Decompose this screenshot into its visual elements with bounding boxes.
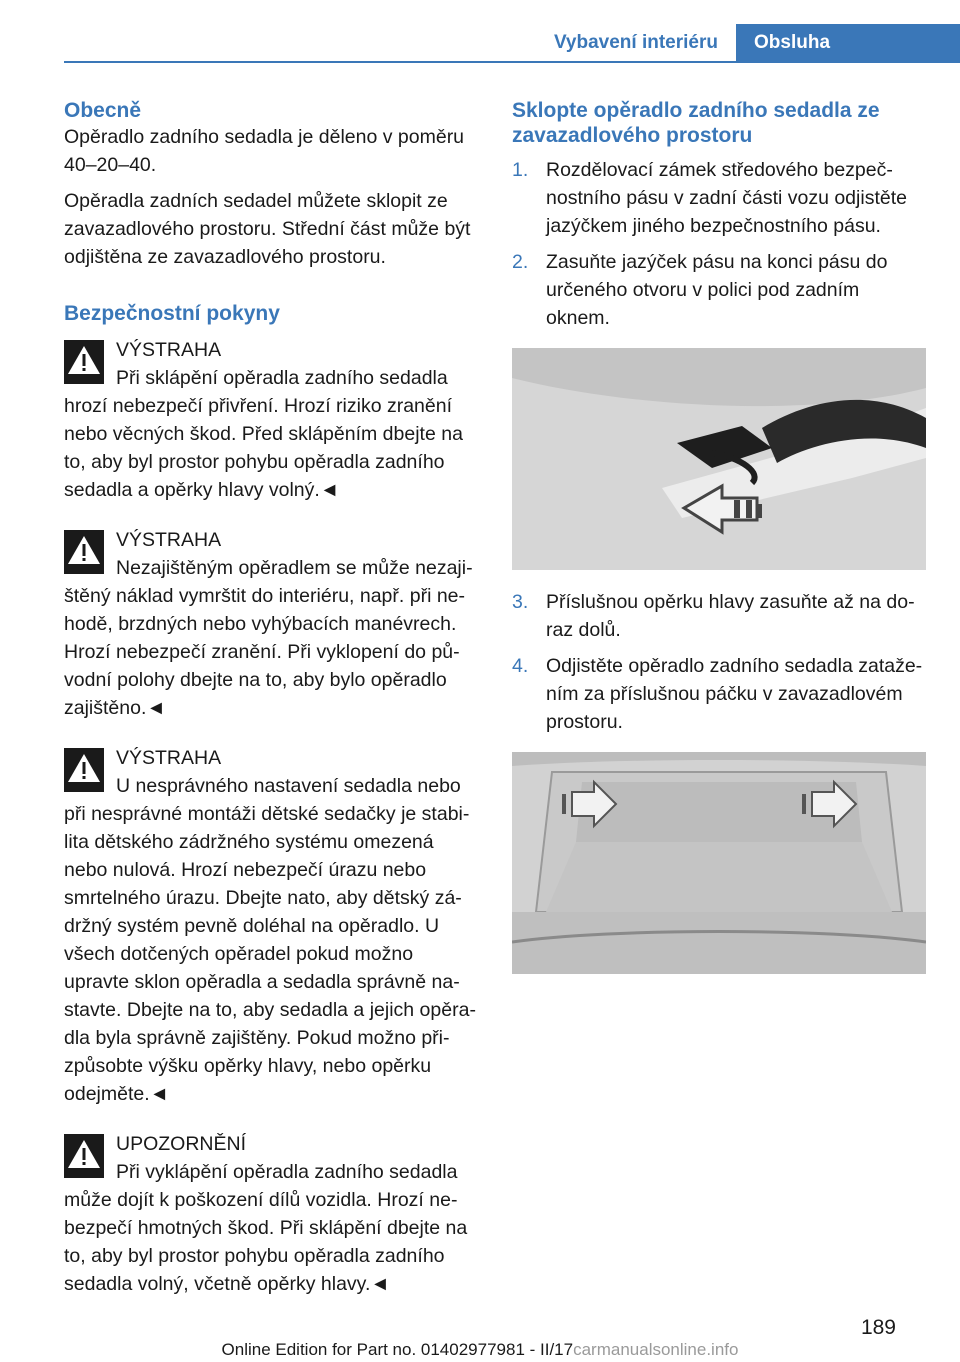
warning-triangle-icon	[64, 340, 104, 384]
step-number: 2.	[512, 251, 529, 273]
list-item	[512, 156, 926, 240]
active-tab: Obsluha	[736, 24, 960, 63]
step-text: Rozdělovací zámek středového bezpečnostního pásu v zadní části vozu odjistěte jazýčkem jiného bezpečnostního pásu.	[546, 159, 907, 237]
warning-text: hrozí nebezpečí přivření. Hrozí riziko zranění nebo věcných škod. Před sklápěním dbejte na to, aby byl prostor pohybu opěradla zadního sedadla a opěrky hlavy volný.◄	[64, 395, 463, 501]
trunk-image	[512, 752, 926, 974]
notice-title: UPOZORNĚNÍ	[116, 1133, 247, 1155]
warning-title: VÝSTRAHA	[116, 339, 222, 361]
warning-title: VÝSTRAHA	[116, 747, 222, 769]
watermark-text: carmanualsonline.info	[573, 1340, 739, 1359]
warning-first-line: Nezajištěným opěradlem se může nezaji-	[116, 557, 473, 579]
paragraph-obecne-2: Opěradla zadních sedadel můžete sklopit ze zavazadlového prostoru. Střední část může být odjištěna ze zavazadlového prostoru.	[64, 190, 471, 268]
header-rule	[64, 61, 960, 63]
step-text: Zasuňte jazýček pásu na konci pásu do určeného otvoru v polici pod zadním oknem.	[546, 251, 888, 329]
warning-first-line: Při sklápění opěradla zadního sedadla	[116, 367, 448, 389]
warning-triangle-icon	[64, 530, 104, 574]
step-text: Příslušnou opěrku hlavy zasuňte až na doraz dolů.	[546, 591, 915, 641]
edition-text: Online Edition for Part no. 01402977981 - II/17	[221, 1340, 574, 1359]
list-item	[512, 652, 926, 736]
step-number: 4.	[512, 655, 529, 677]
list-item	[512, 588, 926, 644]
warning-text: štěný náklad vymrštit do interiéru, např. při nehodě, brzdných nebo vyhýbacích manévrech. Hrozí nebezpečí zranění. Při vyklopení do původní polohy dbejte na to, aby bylo opěradlo zajištěno.◄	[64, 585, 466, 719]
warning-text: při nesprávné montáži dětské sedačky je stabilita dětského zádržného systému omezená nebo nulová. Hrozí nebezpečí úrazu nebo smrtelného úrazu. Dbejte nato, aby dětský zádržný systém pevně doléhal na opěradlo. U všech dotčených opěradel pokud možno upravte sklon opěradla a sedadla správně nastavte. Dbejte na to, aby sedadla a jejich opěradla byla správně zajištěny. Pokud možno přizpůsobte výšku opěrky hlavy, nebo opěrku odejměte.◄	[64, 803, 476, 1105]
edition-footer	[0, 1340, 960, 1360]
paragraph-obecne-1: Opěradlo zadního sedadla je děleno v poměru 40–20–40.	[64, 126, 465, 176]
step-text: Odjistěte opěradlo zadního sedadla zatažením za příslušnou páčku v zavazadlovém prostoru.	[546, 655, 923, 733]
warning-title: VÝSTRAHA	[116, 529, 222, 551]
warning-triangle-icon	[64, 748, 104, 792]
warning-block	[64, 336, 478, 504]
warning-block	[64, 526, 478, 722]
warning-first-line: U nesprávného nastavení sedadla nebo	[116, 775, 461, 797]
page-header	[64, 24, 960, 62]
notice-first-line: Při vyklápění opěradla zadního sedadla	[116, 1161, 458, 1183]
belt-tongue-illustration	[512, 348, 926, 570]
steps-list-b	[512, 588, 926, 736]
warning-block	[64, 744, 478, 1108]
list-item	[512, 248, 926, 332]
section-tab: Vybavení interiéru	[553, 32, 718, 53]
notice-triangle-icon	[64, 1134, 104, 1178]
page-number: 189	[860, 1316, 896, 1339]
left-column	[64, 98, 478, 1298]
step-number: 1.	[512, 159, 529, 181]
heading-fold-backrest: Sklopte opěradlo zadního sedadla ze zavazadlového prostoru	[512, 99, 880, 147]
notice-text: může dojít k poškození dílů vozidla. Hrozí nebezpečí hmotných škod. Při sklápění dbejte na to, aby byl prostor pohybu opěradla zadního sedadla volný, včetně opěrky hlavy.◄	[64, 1189, 468, 1295]
step-number: 3.	[512, 591, 529, 613]
notice-block	[64, 1130, 478, 1298]
trunk-illustration	[512, 752, 926, 974]
heading-obecne: Obecně	[64, 99, 142, 122]
right-column	[512, 98, 926, 992]
heading-safety: Bezpečnostní pokyny	[64, 302, 280, 325]
belt-tongue-image	[512, 348, 926, 570]
steps-list-a	[512, 156, 926, 332]
